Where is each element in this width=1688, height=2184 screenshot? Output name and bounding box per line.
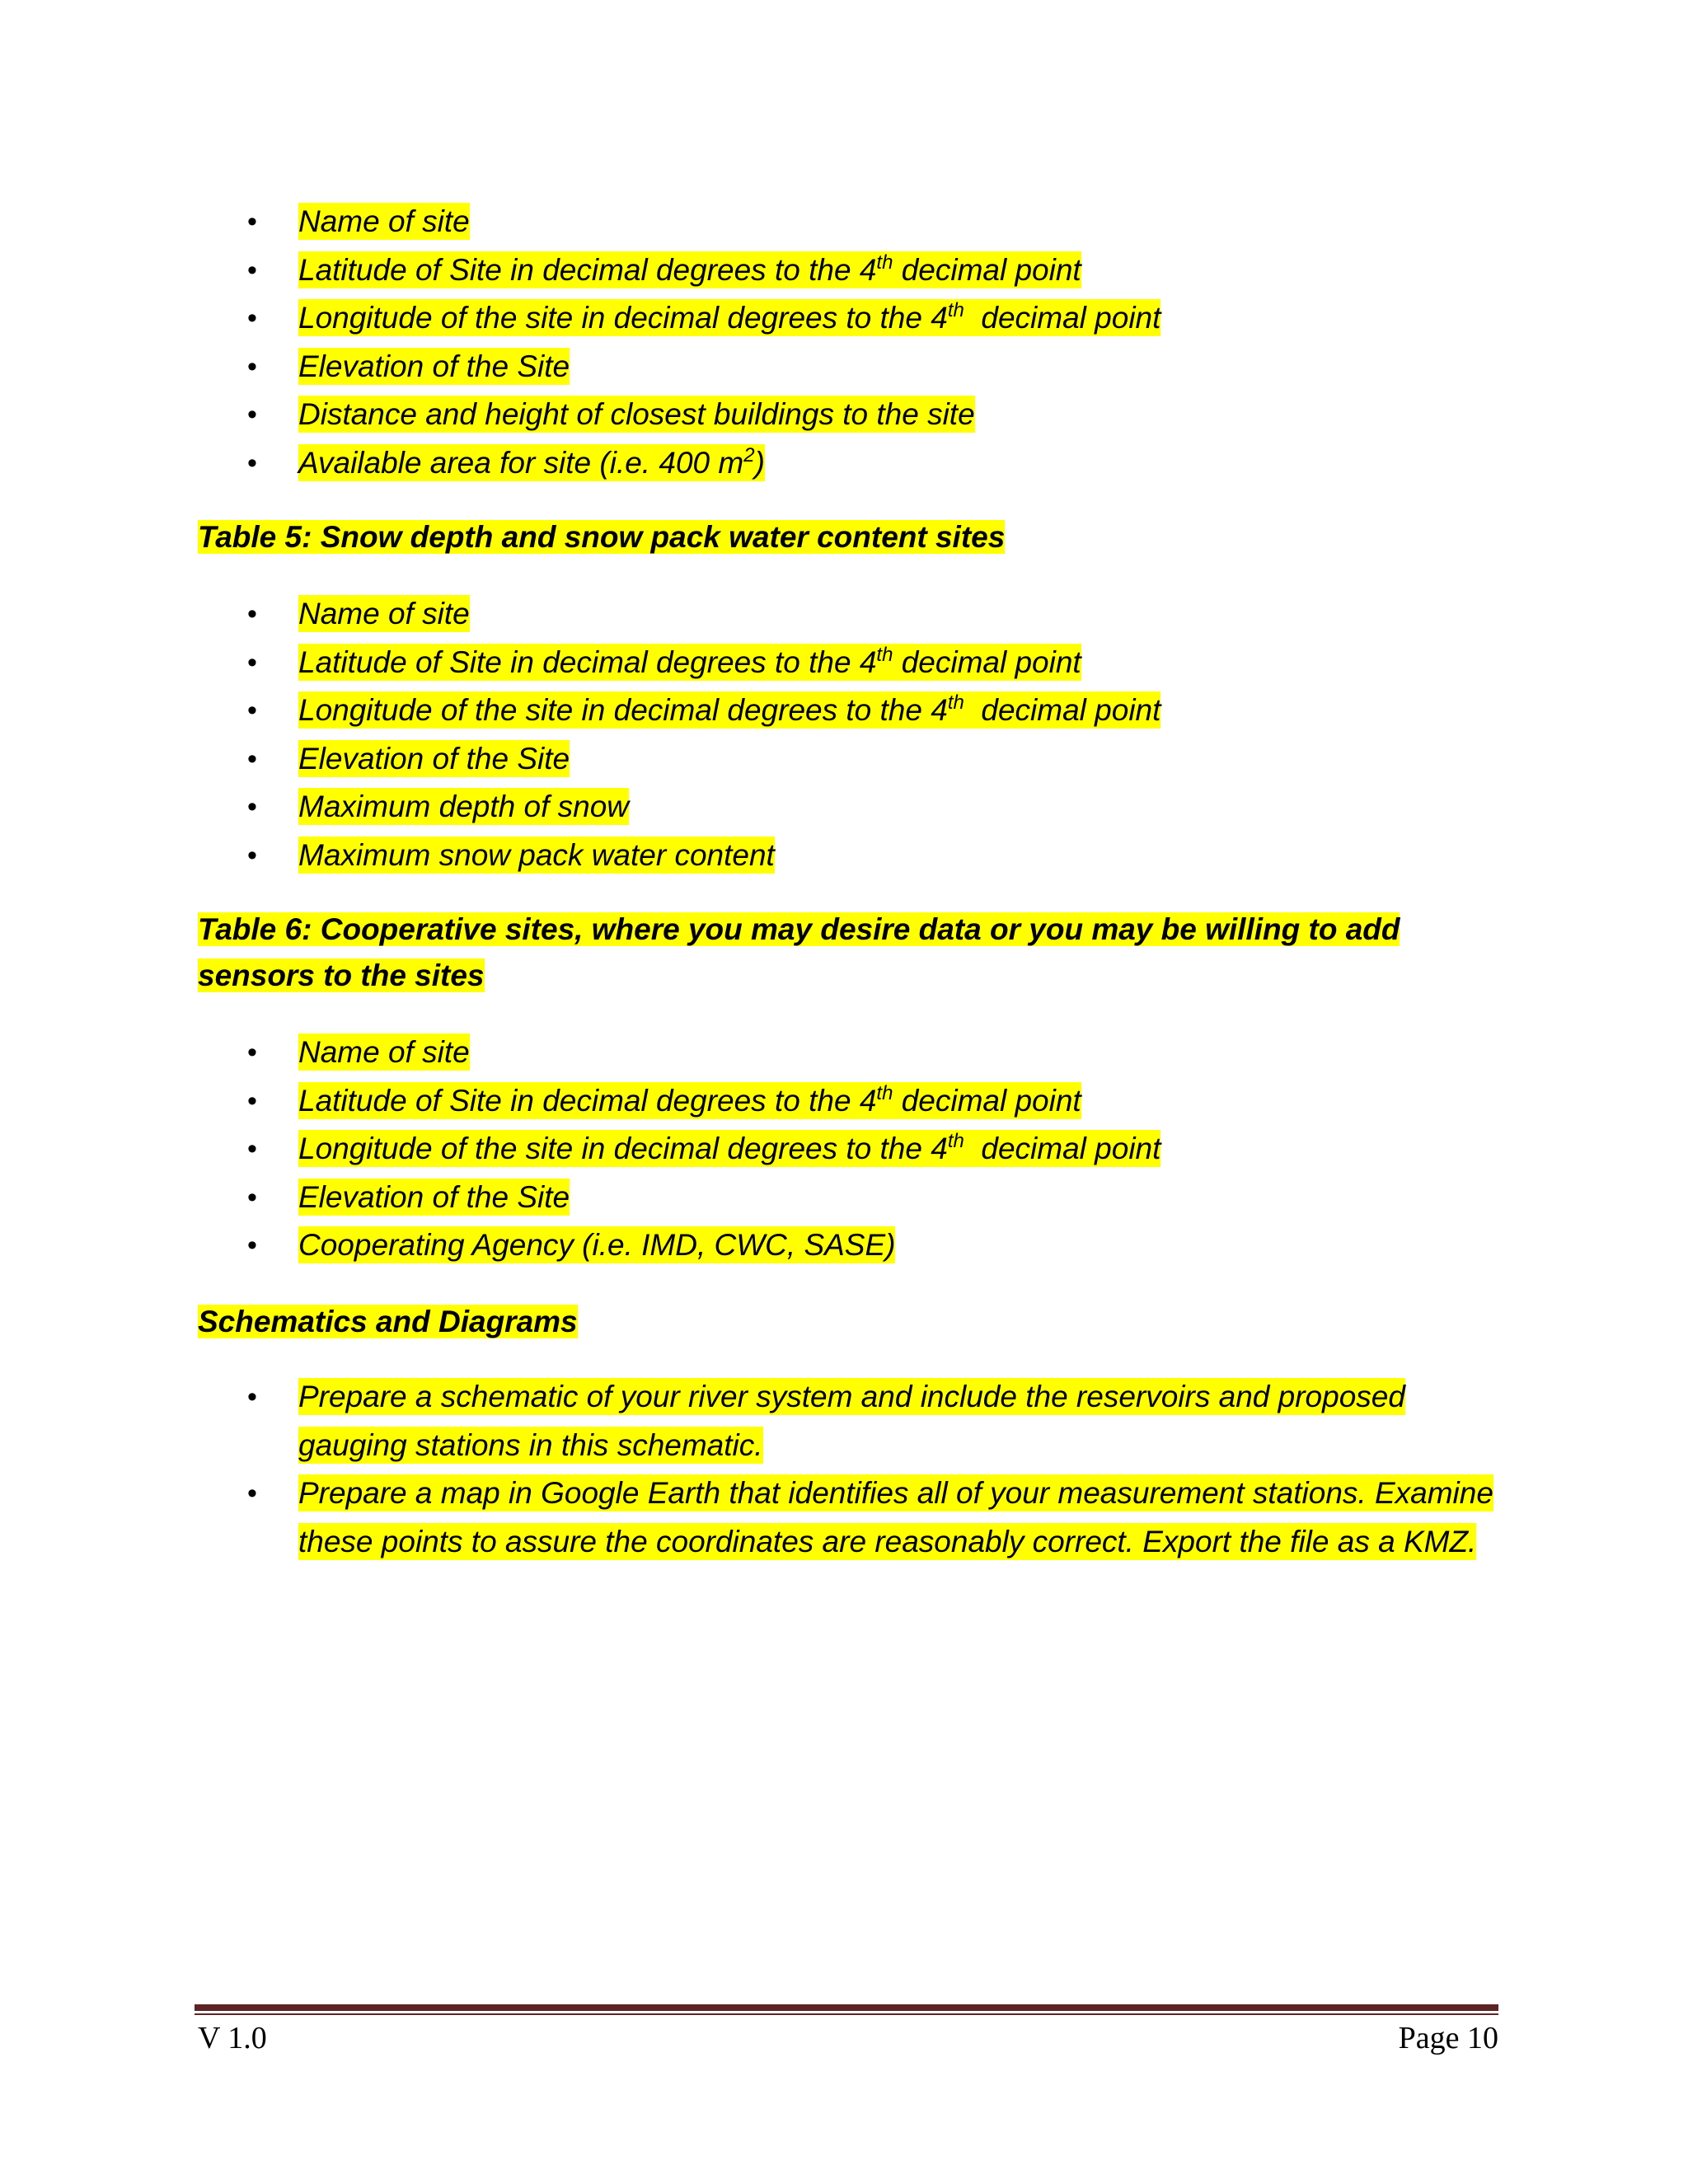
list-item-main: Elevation of the Site <box>298 741 570 776</box>
list-item-main: Name of site <box>298 204 470 238</box>
list-item-text <box>298 1130 1160 1167</box>
table6-heading-text: Table 6: Cooperative sites, where you may desire data or you may be willing to add sensors to the sites <box>198 912 1400 992</box>
site-fields-list <box>247 198 1500 487</box>
schematics-list <box>247 1373 1517 1566</box>
list-item <box>247 590 1500 639</box>
list-item-text <box>298 1474 1493 1560</box>
bullet-icon: • <box>247 1037 257 1068</box>
bullet-icon: • <box>247 302 257 334</box>
list-item-main: Prepare a map in Google Earth that identifies all of your measurement stations. Examine these points to assure the coordinates are reasonably correct. Export the file as a KMZ. <box>298 1476 1493 1558</box>
schematics-heading-text: Schematics and Diagrams <box>198 1305 578 1338</box>
list-item-main: Longitude of the site in decimal degrees to the 4 <box>298 301 948 335</box>
list-item-text <box>298 691 1160 729</box>
list-item-suffix: decimal point <box>893 252 1081 287</box>
bullet-icon: • <box>247 206 257 237</box>
list-item-superscript: th <box>876 251 893 274</box>
bullet-icon: • <box>247 791 257 823</box>
snow-sites-list <box>247 590 1500 879</box>
list-item-main: Elevation of the Site <box>298 349 570 383</box>
list-item-superscript: th <box>947 691 964 714</box>
bullet-icon: • <box>247 646 257 678</box>
list-item-text <box>298 299 1160 336</box>
list-item <box>247 1029 1500 1077</box>
bullet-icon: • <box>247 598 257 630</box>
bullet-icon: • <box>247 1381 257 1413</box>
schematics-heading <box>198 1299 1500 1345</box>
bullet-icon: • <box>247 1478 257 1509</box>
bullet-icon: • <box>247 399 257 430</box>
list-item-suffix: decimal point <box>893 644 1081 679</box>
list-item-text <box>298 740 570 777</box>
list-item-text <box>298 396 975 433</box>
bullet-icon: • <box>247 1230 257 1261</box>
bullet-icon: • <box>247 1085 257 1117</box>
list-item <box>247 439 1500 488</box>
list-item <box>247 343 1500 391</box>
cooperative-sites-list <box>247 1029 1500 1270</box>
list-item-main: Latitude of Site in decimal degrees to the 4 <box>298 1083 877 1118</box>
list-item <box>247 1174 1500 1222</box>
table5-heading-text: Table 5: Snow depth and snow pack water content sites <box>198 520 1006 554</box>
list-item <box>247 735 1500 784</box>
list-item <box>247 294 1500 343</box>
footer-rule <box>195 2004 1498 2011</box>
list-item <box>247 246 1500 295</box>
list-item-main: Maximum depth of snow <box>298 790 630 823</box>
list-item-main: Available area for site (i.e. 400 m <box>298 445 744 480</box>
list-item <box>247 832 1500 880</box>
table5-heading <box>198 514 1500 560</box>
list-item-superscript: 2 <box>743 443 755 466</box>
list-item-text <box>298 788 629 825</box>
list-item-suffix: decimal point <box>964 1132 1161 1165</box>
list-item-main: Latitude of Site in decimal degrees to the 4 <box>298 252 877 287</box>
list-item <box>247 1077 1500 1126</box>
list-item-main: Name of site <box>298 597 470 630</box>
bullet-icon: • <box>247 447 257 479</box>
list-item-text <box>298 444 765 481</box>
list-item-text <box>298 251 1081 288</box>
list-item-main: Longitude of the site in decimal degrees to the 4 <box>298 1132 948 1165</box>
list-item-main: Latitude of Site in decimal degrees to the 4 <box>298 644 877 679</box>
list-item-superscript: th <box>947 1130 964 1152</box>
list-item-suffix: decimal point <box>964 301 1161 335</box>
list-item-text <box>298 203 470 240</box>
bullet-icon: • <box>247 743 257 775</box>
bullet-icon: • <box>247 695 257 726</box>
list-item-text <box>298 644 1081 681</box>
footer-page-number: Page 10 <box>1398 2021 1498 2055</box>
list-item-superscript: th <box>876 1081 893 1104</box>
bullet-icon: • <box>247 1133 257 1165</box>
list-item-text <box>298 595 470 632</box>
list-item <box>247 1125 1500 1174</box>
list-item-superscript: th <box>876 643 893 666</box>
list-item-suffix: decimal point <box>893 1083 1081 1118</box>
list-item-text <box>298 348 570 385</box>
list-item-suffix: ) <box>754 445 765 480</box>
list-item <box>247 687 1500 735</box>
list-item-main: Prepare a schematic of your river system and include the reservoirs and proposed gauging stations in this schematic. <box>298 1380 1405 1462</box>
list-item-text <box>298 1179 570 1216</box>
list-item <box>247 1373 1517 1469</box>
list-item <box>247 1469 1517 1566</box>
list-item <box>247 391 1500 439</box>
list-item-main: Cooperating Agency (i.e. IMD, CWC, SASE) <box>298 1228 896 1262</box>
list-item-main: Name of site <box>298 1035 470 1069</box>
footer-version: V 1.0 <box>198 2021 267 2055</box>
footer-rule-thin <box>195 2013 1498 2015</box>
bullet-icon: • <box>247 1181 257 1213</box>
list-item <box>247 639 1500 687</box>
list-item <box>247 198 1500 246</box>
list-item-suffix: decimal point <box>964 693 1161 727</box>
list-item-main: Maximum snow pack water content <box>298 837 775 872</box>
table6-heading <box>198 907 1500 999</box>
list-item-text <box>298 1033 470 1071</box>
list-item-text <box>298 1378 1405 1464</box>
list-item <box>247 783 1500 832</box>
bullet-icon: • <box>247 839 257 871</box>
list-item <box>247 1221 1500 1270</box>
list-item-superscript: th <box>947 299 964 321</box>
list-item-text <box>298 1226 895 1263</box>
list-item-text <box>298 1082 1081 1119</box>
bullet-icon: • <box>247 254 257 286</box>
list-item-main: Longitude of the site in decimal degrees to the 4 <box>298 693 948 727</box>
list-item-text <box>298 837 775 874</box>
list-item-main: Elevation of the Site <box>298 1179 570 1214</box>
list-item-main: Distance and height of closest buildings to the site <box>298 397 975 431</box>
bullet-icon: • <box>247 350 257 382</box>
